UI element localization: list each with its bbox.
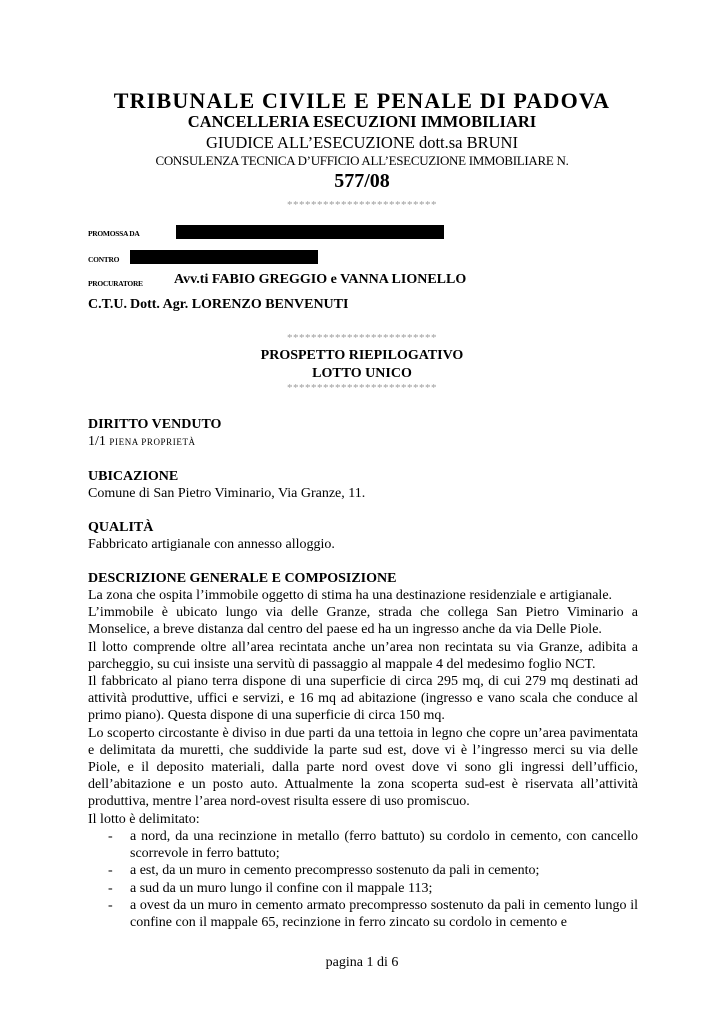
attorney-value: Avv.ti FABIO GREGGIO e VANNA LIONELLO <box>174 272 467 287</box>
case-number: 577/08 <box>334 170 390 192</box>
list-item <box>88 828 638 862</box>
office-title: CANCELLERIA ESECUZIONI IMMOBILIARI <box>187 112 537 131</box>
description-paragraph: Lo scoperto circostante è diviso in due parti da una tettoia in legno che copre un’area pavimentata e delimitata da muretti, che suddivide la parte sud est, dove vi è l’ingresso merci su via delle Piole, e il deposito materiali, dalla parte nord ovest dove vi sono gli ingressi dell’ufficio, dell’abitazione e un posto auto. Attualmente la zona scoperta sud-est è riservata all’attività produttiva, mentre l’area nord-ovest risulta essere di uso promiscuo. <box>88 725 638 810</box>
right-sold-type: PIENA PROPRIETÀ <box>109 437 196 447</box>
list-bullet: - <box>108 829 113 844</box>
description-paragraph: L’immobile è ubicato lungo via delle Granze, strada che collega San Pietro Viminario a Monselice, a breve distanza dal centro del paese ed ha un ingresso anche da via Delle Piole. <box>88 605 638 638</box>
summary-subtitle: LOTTO UNICO <box>312 366 412 381</box>
boundaries-list <box>88 828 638 931</box>
redaction-bar-against <box>130 250 318 264</box>
list-item-text: a nord, da una recinzione in metallo (ferro battuto) su cordolo in cemento, con cancello scorrevole in ferro battuto; <box>130 829 638 862</box>
right-sold-title: DIRITTO VENDUTO <box>88 417 222 432</box>
list-item <box>88 862 638 879</box>
consulting-line: CONSULENZA TECNICA D’UFFICIO ALL’ESECUZIONE IMMOBILIARE N. <box>155 153 569 168</box>
list-item <box>88 880 638 897</box>
separator-stars: ************************* <box>287 199 437 211</box>
list-item-text: a est, da un muro in cemento precompresso sostenuto da pali in cemento; <box>130 863 540 879</box>
description-paragraph: Il lotto è delimitato: <box>88 811 200 827</box>
list-bullet: - <box>108 880 113 896</box>
description-paragraph: Il fabbricato al piano terra dispone di una superficie di circa 295 mq, di cui 279 mq destinati ad attività produttive, uffici e servizi, e 16 mq ad abitazione (ingresso e vano scala che conduce al primo piano). Questa dispone di una superficie di circa 150 mq. <box>88 674 638 724</box>
list-bullet: - <box>108 863 113 879</box>
ctu-label: C.T.U. <box>88 297 128 312</box>
separator-stars-top: ************************* <box>287 332 437 344</box>
court-title: TRIBUNALE CIVILE E PENALE DI PADOVA <box>113 88 611 113</box>
right-sold-value <box>88 434 196 450</box>
description-paragraph: Il lotto comprende oltre all’area recintata anche un’area non recintata su via Granze, adibita a parcheggio, su cui insiste una servitù di passaggio al mappale 4 del medesimo foglio NCT. <box>88 639 638 672</box>
judge-line: GIUDICE ALL’ESECUZIONE dott.sa BRUNI <box>206 133 518 152</box>
against-label: CONTRO <box>88 255 120 264</box>
list-bullet: - <box>108 897 113 913</box>
list-item-text: a sud da un muro lungo il confine con il mappale 113; <box>130 880 433 896</box>
description-paragraph: La zona che ospita l’immobile oggetto di stima ha una destinazione residenziale e artigianale. <box>88 588 613 603</box>
ctu-value: Dott. Agr. LORENZO BENVENUTI <box>130 297 349 312</box>
quality-value: Fabbricato artigianale con annesso alloggio. <box>88 537 335 552</box>
separator-stars-bottom: ************************* <box>287 382 437 394</box>
description-title: DESCRIZIONE GENERALE E COMPOSIZIONE <box>88 571 397 586</box>
redaction-bar-promoted-by <box>176 225 444 239</box>
list-item-text: a ovest da un muro in cemento armato precompresso sostenuto da pali in cemento lungo il confine con il mappale 65, recinzione in ferro zincato su cordolo in cemento e <box>130 897 638 931</box>
description-body <box>88 587 638 828</box>
quality-title: QUALITÀ <box>88 520 154 535</box>
page-number: pagina 1 di 6 <box>325 955 399 970</box>
location-title: UBICAZIONE <box>88 469 179 484</box>
list-item <box>88 897 638 931</box>
promoted-by-label: PROMOSSA DA <box>88 229 140 238</box>
right-sold-share: 1/1 <box>88 434 106 449</box>
attorney-label: PROCURATORE <box>88 279 143 288</box>
summary-title: PROSPETTO RIEPILOGATIVO <box>260 348 464 363</box>
location-value: Comune di San Pietro Viminario, Via Granze, 11. <box>88 486 366 501</box>
